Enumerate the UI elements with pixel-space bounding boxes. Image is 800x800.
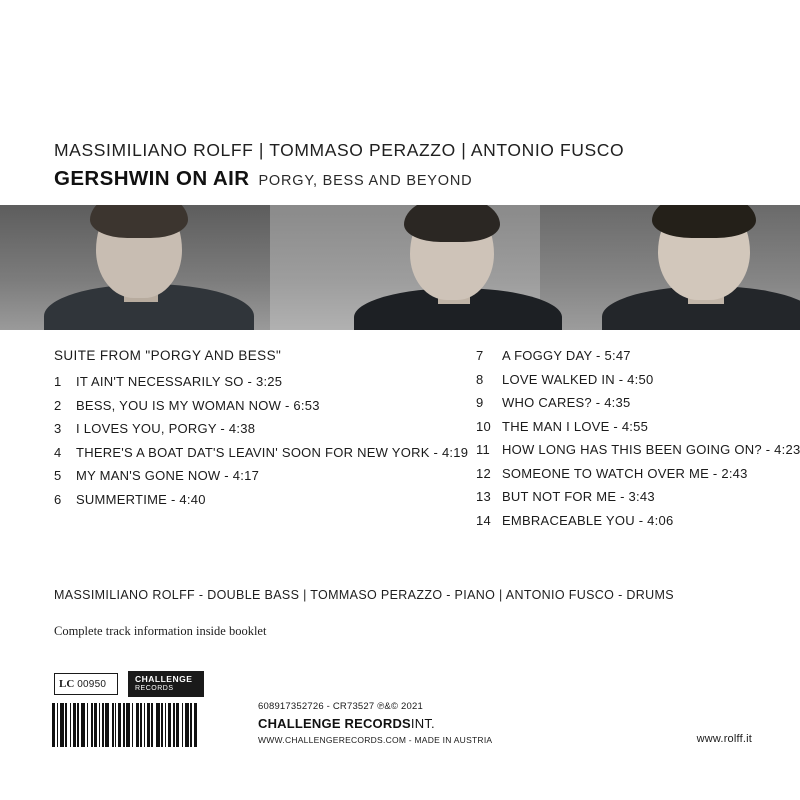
artists-line: MASSIMILIANO ROLFF | TOMMASO PERAZZO | ANTONIO FUSCO: [54, 140, 625, 160]
lineup-line: MASSIMILIANO ROLFF - DOUBLE BASS | TOMMASO PERAZZO - PIANO | ANTONIO FUSCO - DRUMS: [54, 588, 674, 602]
band-photo: [0, 205, 800, 330]
track-number: 7: [476, 348, 484, 363]
tracklist-column-right: [476, 348, 800, 536]
lc-code-badge: [54, 673, 118, 695]
track-number: 6: [54, 491, 62, 507]
musician-portrait-1: [52, 205, 242, 330]
portrait-3-hair: [652, 205, 756, 238]
barcode: [52, 703, 228, 747]
track-row: [54, 445, 484, 460]
track-title: MY MAN'S GONE NOW - 4:17: [76, 468, 260, 483]
track-title: SUMMERTIME - 4:40: [76, 491, 206, 507]
track-title: SOMEONE TO WATCH OVER ME - 2:43: [502, 465, 748, 481]
track-number: 14: [476, 512, 491, 528]
track-number: 11: [476, 442, 490, 457]
tracklist: [54, 348, 800, 528]
track-row: [476, 372, 800, 387]
portrait-2-hair: [404, 205, 500, 242]
artist-website[interactable]: www.rolff.it: [696, 733, 752, 745]
booklet-note: Complete track information inside booklet: [54, 624, 267, 638]
catalog-number: 608917352726 - CR73527 ℗&© 2021: [258, 701, 423, 712]
track-row: [54, 398, 484, 413]
label-website: WWW.CHALLENGERECORDS.COM - MADE IN AUSTRIA: [258, 735, 493, 745]
lc-number: 00950: [77, 678, 107, 690]
track-title: BUT NOT FOR ME - 3:43: [502, 489, 655, 504]
suite-heading: SUITE FROM "PORGY AND BESS": [54, 348, 282, 363]
track-number: 3: [54, 421, 62, 436]
track-number: 13: [476, 489, 491, 504]
track-number: 8: [476, 371, 484, 387]
track-row: [476, 395, 800, 410]
track-number: 9: [476, 395, 484, 410]
track-row: [476, 419, 800, 434]
track-title: EMBRACEABLE YOU - 4:06: [502, 512, 674, 528]
album-title: GERSHWIN ON AIR: [54, 167, 250, 190]
footer: [0, 665, 800, 800]
credits: [54, 588, 754, 639]
label-name-bold: CHALLENGE RECORDS: [258, 716, 411, 731]
track-title: IT AIN'T NECESSARILY SO - 3:25: [76, 374, 283, 389]
track-row: [476, 442, 800, 457]
musician-portrait-2: [368, 205, 548, 330]
track-row: [476, 348, 800, 363]
track-number: 2: [54, 397, 62, 413]
track-row: [54, 492, 484, 507]
lc-mark-label: LC: [59, 678, 75, 690]
track-title: A FOGGY DAY - 5:47: [502, 348, 631, 363]
track-row: [54, 374, 484, 389]
track-title: I LOVES YOU, PORGY - 4:38: [76, 421, 256, 436]
challenge-records-logo: [128, 671, 204, 697]
track-row: [476, 466, 800, 481]
tracklist-column-left: [54, 374, 484, 515]
track-number: 1: [54, 374, 62, 389]
track-row: [476, 489, 800, 504]
title-line: [54, 167, 754, 191]
track-number: 12: [476, 465, 491, 481]
track-title: WHO CARES? - 4:35: [502, 395, 631, 410]
track-number: 10: [476, 418, 491, 434]
challenge-logo-line-1: CHALLENGE: [135, 674, 193, 684]
track-number: 5: [54, 468, 62, 483]
track-title: THERE'S A BOAT DAT'S LEAVIN' SOON FOR NEW YORK - 4:19: [76, 444, 469, 460]
track-row: [476, 513, 800, 528]
track-title: LOVE WALKED IN - 4:50: [502, 371, 654, 387]
portrait-1-hair: [90, 205, 188, 238]
track-row: [54, 468, 484, 483]
track-row: [54, 421, 484, 436]
track-title: BESS, YOU IS MY WOMAN NOW - 6:53: [76, 397, 320, 413]
track-title: HOW LONG HAS THIS BEEN GOING ON? - 4:23: [502, 442, 800, 457]
track-number: 4: [54, 444, 62, 460]
label-name: [258, 716, 492, 731]
label-name-suffix: INT.: [410, 716, 435, 731]
header: [54, 140, 754, 191]
track-title: THE MAN I LOVE - 4:55: [502, 418, 649, 434]
musician-portrait-3: [612, 205, 800, 330]
album-subtitle: PORGY, BESS AND BEYOND: [258, 173, 473, 189]
challenge-logo-line-2: RECORDS: [135, 684, 174, 692]
label-info: [258, 701, 492, 745]
